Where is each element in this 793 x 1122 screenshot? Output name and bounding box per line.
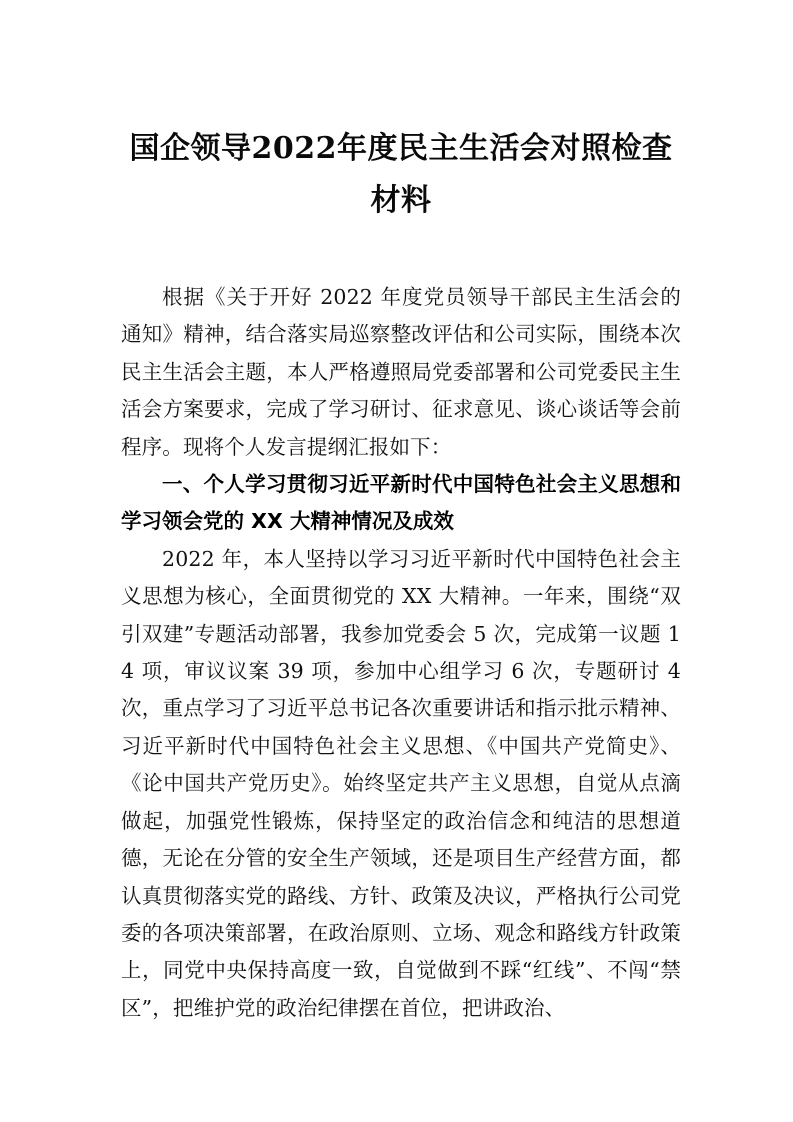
- section-heading-one: 一、个人学习贯彻习近平新时代中国特色社会主义思想和学习领会党的 XX 大精神情况及成效: [121, 472, 681, 534]
- paragraph-intro: 根据《关于开好 2022 年度党员领导干部民主生活会的通知》精神，结合落实局巡察整改评估和公司实际，围绕本次民主生活会主题，本人严格遵照局党委部署和公司党委民主生活会方案要求，完成了学习研讨、征求意见、谈心谈话等会前程序。现将个人发言提纲汇报如下：: [121, 285, 681, 459]
- document-text-column: [121, 0, 681, 1027]
- paragraph-section-one-body: 2022 年，本人坚持以学习习近平新时代中国特色社会主义思想为核心，全面贯彻党的 XX 大精神。一年来，围绕“双引双建”专题活动部署，我参加党委会 5 次，完成第一议题 14 项，审议议案 39 项，参加中心组学习 6 次，专题研讨 4 次，重点学习了习近平总书记各次重要讲话和指示批示精神、习近平新时代中国特色社会主义思想、《中国共产党简史》、《论中国共产党历史》。始终坚定共产主义思想，自觉从点滴做起，加强党性锻炼，保持坚定的政治信念和纯洁的思想道德，无论在分管的安全生产领域，还是项目生产经营方面，都认真贯彻落实党的路线、方针、政策及决议，严格执行公司党委的各项决策部署，在政治原则、立场、观念和路线方针政策上，同党中央保持高度一致，自觉做到不踩“红线”、不闯“禁区”，把维护党的政治纪律摆在首位，把讲政治、: [121, 546, 681, 1020]
- page-title: 国企领导2022年度民主生活会对照检查材料: [129, 131, 673, 218]
